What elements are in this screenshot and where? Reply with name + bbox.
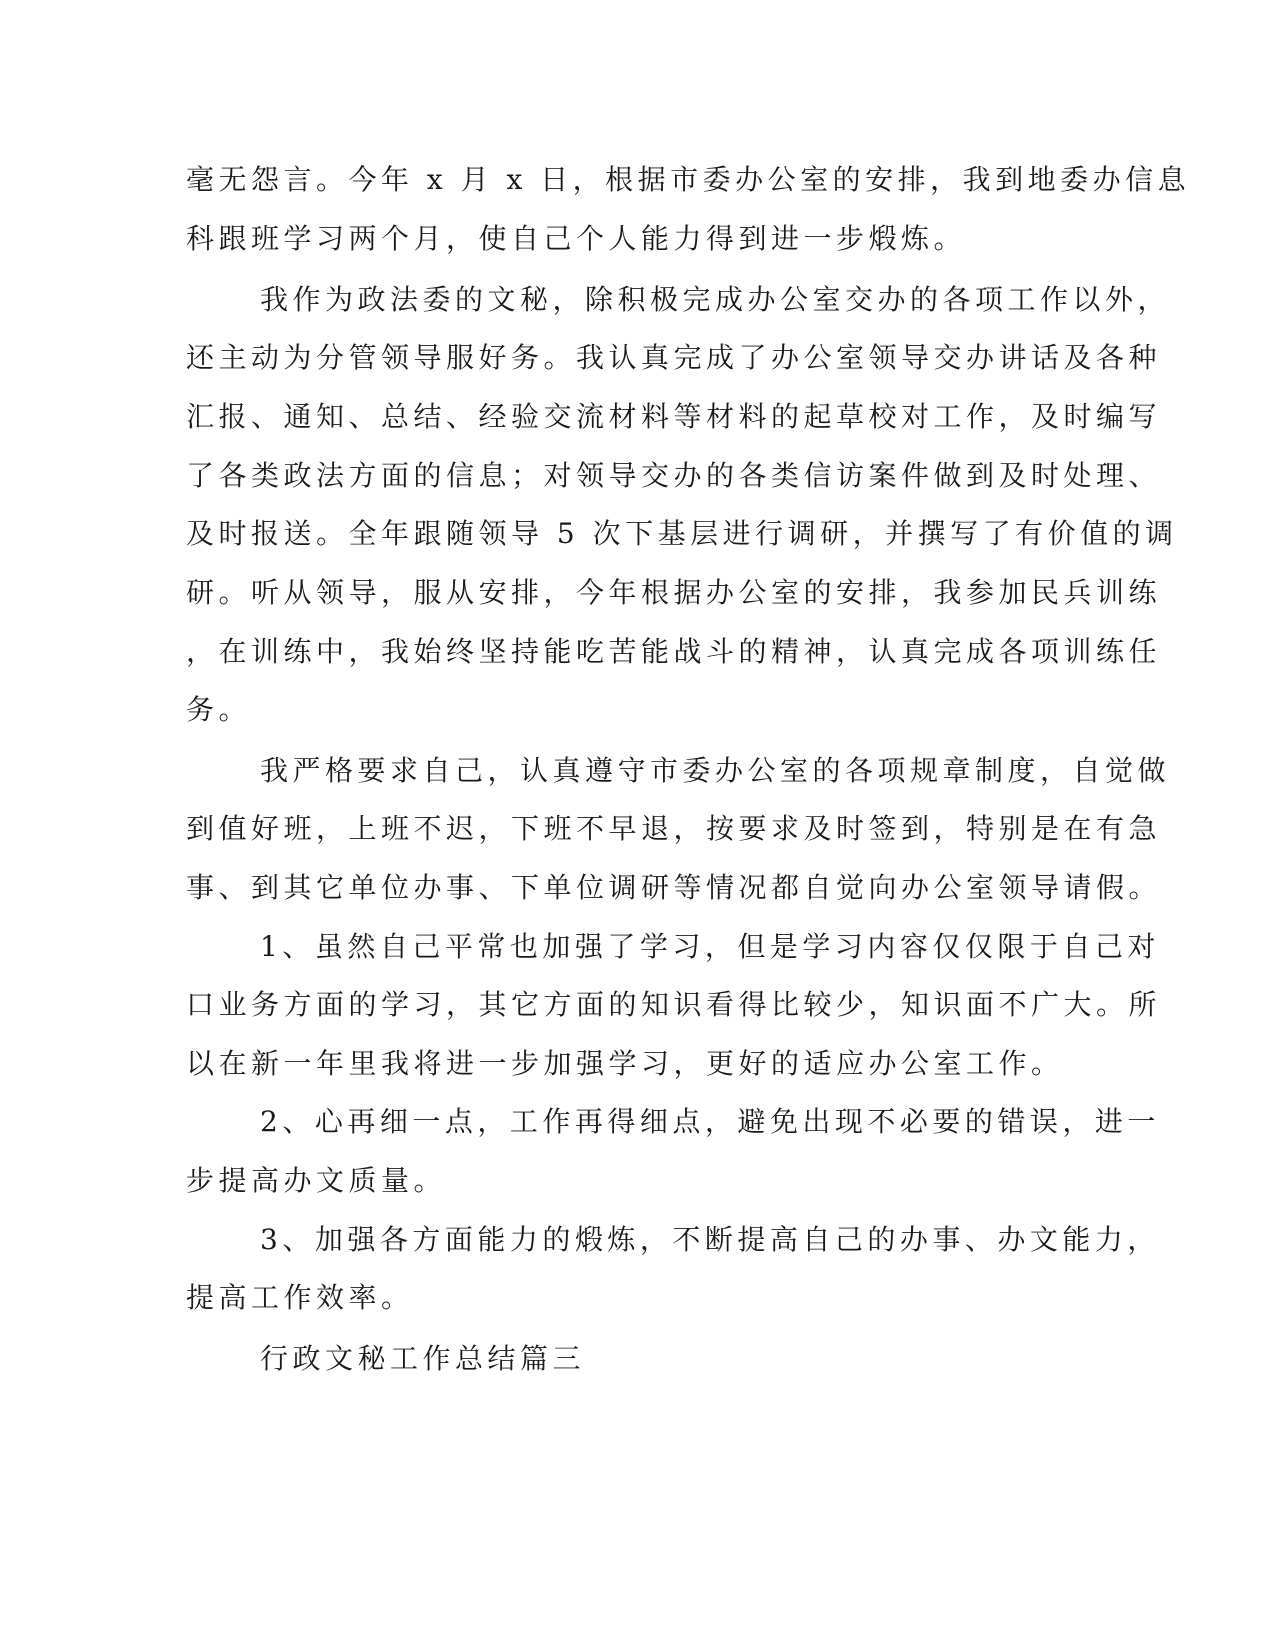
paragraph-first-line: 1、虽然自己平常也加强了学习，但是学习内容仅仅限于自己对 [260, 930, 1160, 963]
text-line: 以在新一年里我将进一步加强学习，更好的适应办公室工作。 [186, 1047, 1064, 1080]
text-line: 了各类政法方面的信息；对领导交办的各类信访案件做到及时处理、 [186, 459, 1162, 492]
paragraph-first-line: 3、加强各方面能力的煅炼，不断提高自己的办事、办文能力， [260, 1223, 1160, 1256]
text-line: 科跟班学习两个月，使自己个人能力得到进一步煅炼。 [186, 222, 967, 255]
text-line: 还主动为分管领导服好务。我认真完成了办公室领导交办讲话及各种 [186, 341, 1162, 374]
text-line: 口业务方面的学习，其它方面的知识看得比较少，知识面不广大。所 [186, 988, 1162, 1021]
paragraph-first-line: 我作为政法委的文秘，除积极完成办公室交办的各项工作以外， [260, 283, 1171, 316]
paragraph-first-line: 我严格要求自己，认真遵守市委办公室的各项规章制度，自觉做 [260, 754, 1171, 787]
text-line: 到值好班，上班不迟，下班不早退，按要求及时签到，特别是在有急 [186, 812, 1162, 845]
text-line: 研。听从领导，服从安排，今年根据办公室的安排，我参加民兵训练 [186, 576, 1162, 609]
text-line: 及时报送。全年跟随领导 5 次下基层进行调研，并撰写了有价值的调 [186, 517, 1178, 550]
text-line: ，在训练中，我始终坚持能吃苦能战斗的精神，认真完成各项训练任 [186, 635, 1162, 668]
text-line: 提高工作效率。 [186, 1281, 414, 1314]
text-line: 事、到其它单位办事、下单位调研等情况都自觉向办公室领导请假。 [186, 871, 1162, 904]
text-line: 毫无怨言。今年 x 月 x 日，根据市委办公室的安排，我到地委办信息 [186, 163, 1191, 196]
section-heading: 行政文秘工作总结篇三 [260, 1342, 586, 1375]
text-line: 务。 [186, 693, 252, 726]
text-line: 步提高办文质量。 [186, 1164, 447, 1197]
paragraph-first-line: 2、心再细一点，工作再得细点，避免出现不必要的错误，进一 [260, 1105, 1160, 1138]
text-line: 汇报、通知、总结、经验交流材料等材料的起草校对工作，及时编写 [186, 400, 1162, 433]
